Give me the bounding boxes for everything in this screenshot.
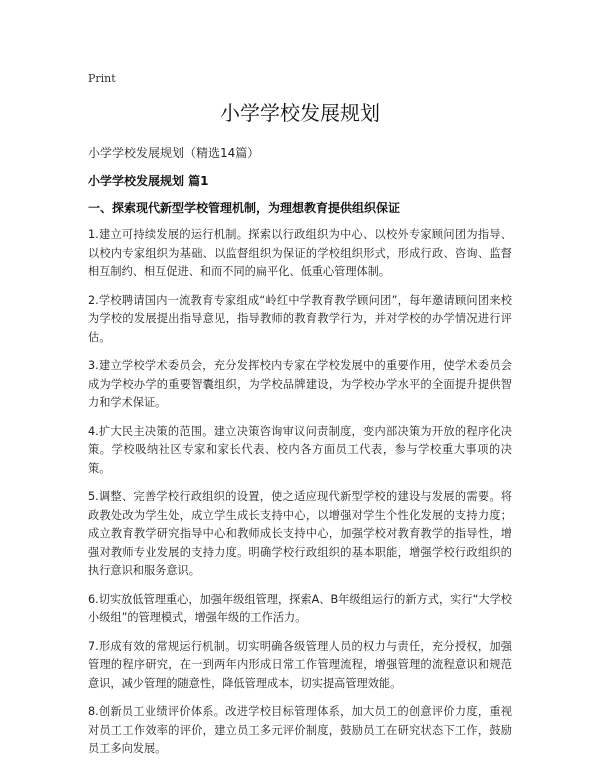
print-label[interactable]: Print bbox=[88, 72, 116, 85]
paragraph-4: 4.扩大民主决策的范围。建立决策咨询审议问责制度，变内部决策为开放的程序化决策。学校吸纳社区专家和家长代表、校内各方面员工代表，参与学校重大事项的决策。 bbox=[88, 424, 512, 475]
paragraph-5: 5.调整、完善学校行政组织的设置，使之适应现代新型学校的建设与发展的需要。将政教处改为学生处，成立学生成长支持中心，以增强对学生个性化发展的支持力度；成立教育教学研究指导中心和教师成长支持中心，加强学校对教育教学的指导性，增强对教师专业发展的支持力度。明确学校行政组织的基本职能，增强学校行政组织的执行意识和服务意识。 bbox=[88, 490, 512, 577]
paragraph-3: 3.建立学校学术委员会，充分发挥校内专家在学校发展中的重要作用，使学术委员会成为学校办学的重要智囊组织，为学校品牌建设，为学校办学水平的全面提升提供智力和学术保证。 bbox=[88, 359, 512, 409]
paragraph-6: 6.切实放低管理重心，加强年级组管理，探索A、B年级组运行的新方式，实行“大学校小级组”的管理模式，增强年级的工作活力。 bbox=[88, 592, 512, 624]
paragraph-8: 8.创新员工业绩评价体系。改进学校目标管理体系，加大员工的创意评价力度，重视对员工工作效率的评价，建立员工多元评价制度，鼓励员工在研究状态下工作，鼓励员工多向发展。 bbox=[88, 705, 512, 755]
section-title: 小学学校发展规划 篇1 bbox=[88, 174, 209, 188]
paragraph-1: 1.建立可持续发展的运行机制。探索以行政组织为中心、以校外专家顾问团为指导、以校内专家组织为基础、以监督组织为保证的学校组织形式，形成行政、咨询、监督相互制约、相互促进、和而不同的扁平化、低重心管理体制。 bbox=[88, 228, 512, 278]
paragraph-7: 7.形成有效的常规运行机制。切实明确各级管理人员的权力与责任，充分授权，加强管理的程序研究，在一到两年内形成日常工作管理流程，增强管理的流程意识和规范意识，减少管理的随意性，降低管理成本，切实提高管理效能。 bbox=[88, 639, 512, 690]
part-heading: 一、探索现代新型学校管理机制，为理想教育提供组织保证 bbox=[88, 201, 401, 215]
paragraph-2: 2.学校聘请国内一流教育专家组成“岭红中学教育教学顾问团”，每年邀请顾问团来校为学校的发展提出指导意见，指导教师的教育教学行为，并对学校的办学情况进行评估。 bbox=[88, 293, 512, 344]
document-title: 小学学校发展规划 bbox=[220, 101, 380, 125]
document-subtitle: 小学学校发展规划（精选14篇） bbox=[88, 146, 260, 160]
